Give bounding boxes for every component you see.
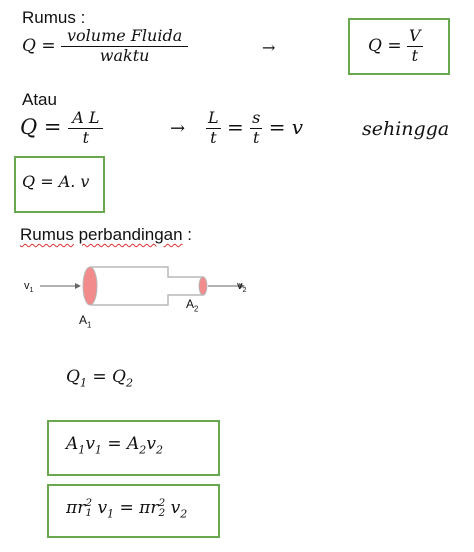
eq-r2-exp: 2 — [158, 497, 166, 510]
label-a1-main: A — [79, 313, 88, 327]
label-a2 — [186, 297, 198, 313]
eq-r2-sub: 2 — [158, 506, 166, 519]
formula2-frac-l-over-t — [206, 110, 221, 147]
eq-q-equals: = — [86, 367, 113, 387]
boxed-formula-lhs: Q = — [368, 35, 402, 56]
formula2-frac1-denominator: t — [210, 127, 217, 147]
formula2-frac1-numerator: L — [208, 108, 219, 127]
eq-v1-symbol: v — [85, 434, 95, 454]
formula1-numerator: volume Fluida — [61, 28, 188, 47]
equation-q1-equals-q2 — [66, 367, 133, 389]
formula2-frac2-numerator: s — [252, 108, 261, 127]
label-a1 — [79, 313, 91, 329]
eq-pir-v2-sub: 2 — [180, 507, 188, 521]
label-v2 — [237, 280, 246, 294]
boxed-formula-fraction — [407, 28, 423, 65]
formula2-numerator: A L — [68, 110, 103, 129]
formula2-lhs: Q = — [20, 114, 62, 139]
label-a2-sub: 2 — [194, 304, 199, 314]
formula1-denominator: waktu — [99, 45, 150, 65]
eq-q2-sub: 2 — [125, 376, 133, 390]
label-v2-sub: 2 — [242, 286, 247, 295]
heading-perbandingan-suffix: : — [182, 225, 193, 244]
eq-a1-sub: 1 — [78, 443, 86, 457]
heading-rumus-perbandingan — [20, 225, 192, 245]
heading-perbandingan-word1: Rumus — [20, 225, 74, 244]
eq-r2-symbol: r — [150, 498, 159, 518]
eq-pir-v2: v — [170, 498, 181, 518]
formula2-fraction — [68, 110, 103, 147]
boxed-formula-q-av-text: Q = A. v — [22, 172, 90, 191]
cross-section-a1 — [83, 267, 97, 305]
eq-r1-scripts — [85, 499, 92, 518]
heading-rumus: Rumus : — [22, 8, 86, 27]
boxed-formula-denominator: t — [411, 45, 418, 65]
equation-a1v1-equals-a2v2 — [66, 434, 163, 456]
formula2-frac2-denominator: t — [253, 127, 260, 147]
boxed-formula-numerator: V — [409, 26, 421, 45]
heading-atau: Atau — [22, 90, 57, 109]
eq-pi-2: π — [139, 498, 151, 518]
eq-r1-exp: 2 — [85, 497, 93, 510]
pipe-diagram — [0, 255, 474, 340]
formula2-arrow: → — [170, 118, 186, 139]
heading-perbandingan-word2: perbandingan — [78, 225, 183, 244]
eq-a2-symbol: A — [127, 434, 140, 454]
eq-pir-v1-sub: 1 — [107, 507, 115, 521]
eq-pi-1: π — [66, 498, 78, 518]
label-v1 — [24, 280, 33, 294]
formula1-arrow: → — [262, 38, 276, 57]
word-sehingga: sehingga — [362, 118, 450, 140]
label-v1-sub: 1 — [29, 286, 34, 295]
formula2-tail: = v — [268, 114, 304, 139]
eq-r1-symbol: r — [77, 498, 86, 518]
equation-pi-r-squared — [66, 498, 187, 520]
eq-r2-scripts — [158, 499, 165, 518]
eq-v2-sub: 2 — [155, 443, 163, 457]
cross-section-a2 — [199, 277, 207, 295]
label-a2-main: A — [186, 297, 195, 311]
formula1-lhs: Q = — [22, 35, 56, 56]
label-v2-main: v — [237, 280, 243, 292]
formula2-equals: = — [226, 114, 244, 139]
formula1-fraction — [61, 28, 188, 65]
eq-v1-sub: 1 — [94, 443, 102, 457]
formula2-denominator: t — [82, 127, 90, 147]
eq-q1-symbol: Q — [66, 367, 80, 387]
eq-a2-sub: 2 — [139, 443, 147, 457]
eq-r1-sub: 1 — [85, 506, 93, 519]
label-v1-main: v — [24, 280, 30, 292]
eq-av-equals: = — [101, 434, 128, 454]
eq-v2-symbol: v — [146, 434, 156, 454]
eq-a1-symbol: A — [66, 434, 79, 454]
formula-velocity-relation — [206, 110, 303, 147]
formula-flow-definition — [22, 28, 188, 65]
eq-pir-v1: v — [97, 498, 108, 518]
eq-q1-sub: 1 — [79, 376, 87, 390]
eq-pir-equals: = — [114, 498, 140, 518]
formula2-frac-s-over-t — [250, 110, 262, 147]
boxed-formula-content — [368, 28, 423, 65]
eq-q2-symbol: Q — [112, 367, 126, 387]
label-a1-sub: 1 — [87, 320, 92, 330]
formula-q-al-over-t — [20, 110, 103, 147]
